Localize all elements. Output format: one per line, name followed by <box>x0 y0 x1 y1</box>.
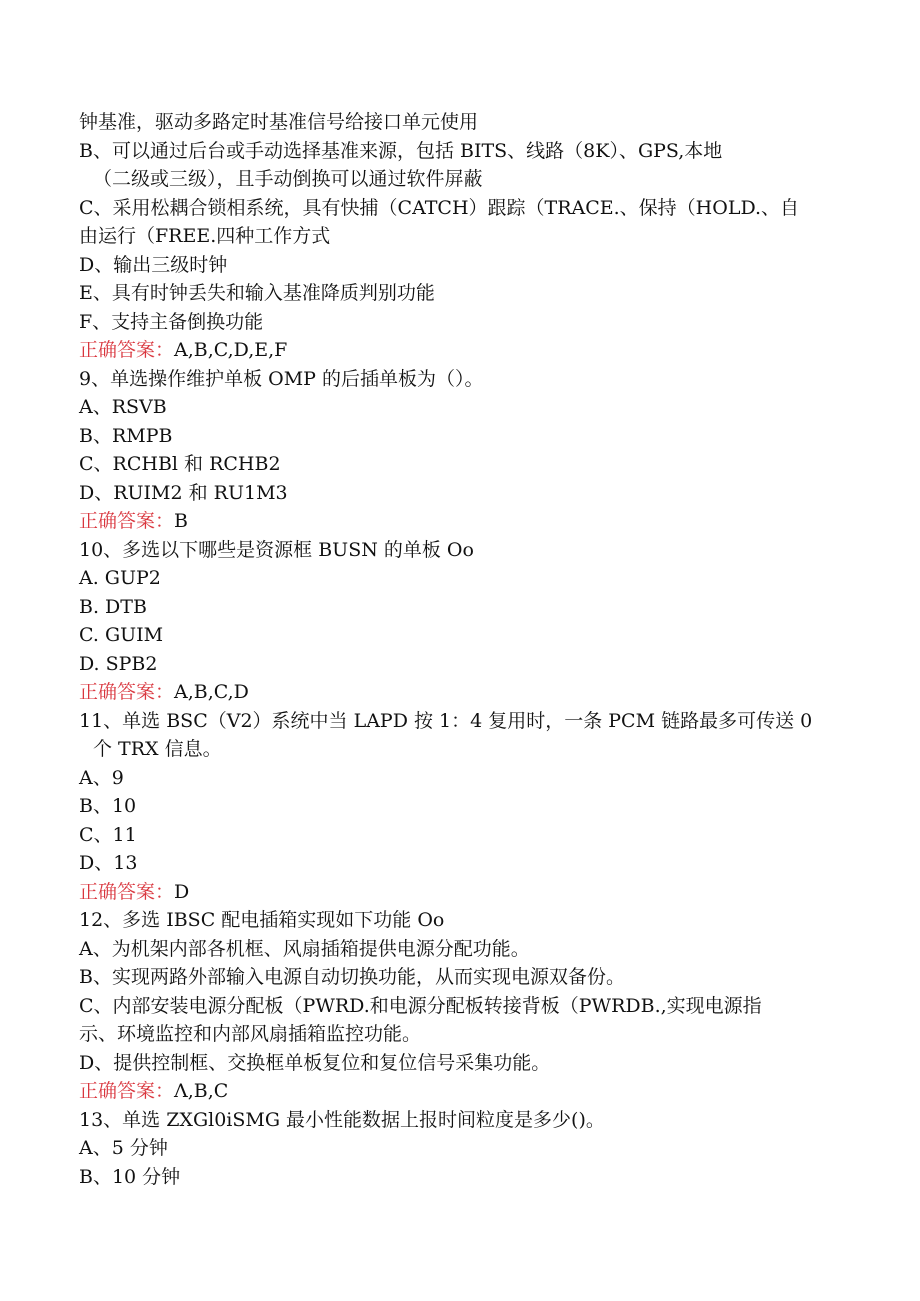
text-line: A、为机架内部各机框、风扇插箱提供电源分配功能。 <box>79 937 530 960</box>
text-line: D、输出三级时钟 <box>79 253 228 276</box>
answer-value: B <box>174 510 188 532</box>
text-line: B、10 分钟 <box>79 1165 181 1188</box>
text-line: D、RUIM2 和 RU1M3 <box>79 481 288 504</box>
text-line: A、9 <box>79 766 124 789</box>
text-line: B、实现两路外部输入电源自动切换功能，从而实现电源双备份。 <box>79 966 625 988</box>
answer-line <box>79 878 839 907</box>
answer-line <box>79 336 839 365</box>
answer-value: A,B,C,D <box>174 681 249 703</box>
text-line: F、支持主备倒换功能 <box>79 310 264 333</box>
answer-line <box>79 678 839 707</box>
answer-value: Λ,B,C <box>174 1080 229 1102</box>
answer-label: 正确答案： <box>79 1080 175 1102</box>
text-line: 13、单选 ZXGl0iSMG 最小性能数据上报时间粒度是多少()。 <box>79 1108 605 1131</box>
text-line: B. DTB <box>79 595 147 618</box>
text-line: B、10 <box>79 795 137 817</box>
text-line: 个 TRX 信息。 <box>93 738 222 760</box>
text-line: D、13 <box>79 852 138 874</box>
text-line: A、RSVB <box>79 396 167 418</box>
text-line: D. SPB2 <box>79 652 158 675</box>
text-line: A、5 分钟 <box>79 1137 168 1159</box>
text-line: 钟基准，驱动多路定时基准信号给接口单元使用 <box>79 111 479 133</box>
text-line: E、具有时钟丢失和输入基准降质判别功能 <box>79 282 435 304</box>
answer-line <box>79 507 839 536</box>
text-line: C、采用松耦合锁相系统，具有快捕（CATCH）跟踪（TRACE.、保持（HOLD.、自 <box>79 196 800 219</box>
answer-value: D <box>174 880 190 903</box>
text-line: 示、环境监控和内部风扇插箱监控功能。 <box>79 1023 422 1045</box>
text-line: B、可以通过后台或手动选择基准来源，包括 BITS、线路（8K）、GPS,本地 <box>79 139 723 162</box>
text-line: 由运行（FREE.四种工作方式 <box>79 225 331 247</box>
text-line: C、11 <box>79 823 137 846</box>
answer-label: 正确答案： <box>79 510 175 532</box>
text-line: C、RCHBl 和 RCHB2 <box>79 453 281 475</box>
answer-label: 正确答案： <box>79 681 175 703</box>
text-line: B、RMPB <box>79 424 173 447</box>
text-line: C. GUIM <box>79 624 164 646</box>
text-line: A. GUP2 <box>79 567 161 589</box>
text-line: （二级或三级），且手动倒换可以通过软件屏蔽 <box>93 168 483 190</box>
text-line: 12、多选 IBSC 配电插箱实现如下功能 Oo <box>79 909 445 931</box>
answer-label: 正确答案： <box>79 339 175 361</box>
text-line: D、提供控制框、交换框单板复位和复位信号采集功能。 <box>79 1051 551 1074</box>
answer-value: A,B,C,D,E,F <box>174 339 288 361</box>
answer-label: 正确答案： <box>79 880 175 903</box>
text-line: 10、多选以下哪些是资源框 BUSN 的单板 Oo <box>79 538 474 561</box>
answer-line <box>79 1077 839 1106</box>
document-body <box>79 108 839 1191</box>
text-line: 9、单选操作维护单板 OMP 的后插单板为（）。 <box>79 367 484 390</box>
text-line: C、内部安装电源分配板（PWRD.和电源分配板转接背板（PWRDB.,实现电源指 <box>79 994 762 1017</box>
text-line: 11、单选 BSC（V2）系统中当 LAPD 按 1：4 复用时，一条 PCM 链路最多可传送 0 <box>79 709 813 732</box>
